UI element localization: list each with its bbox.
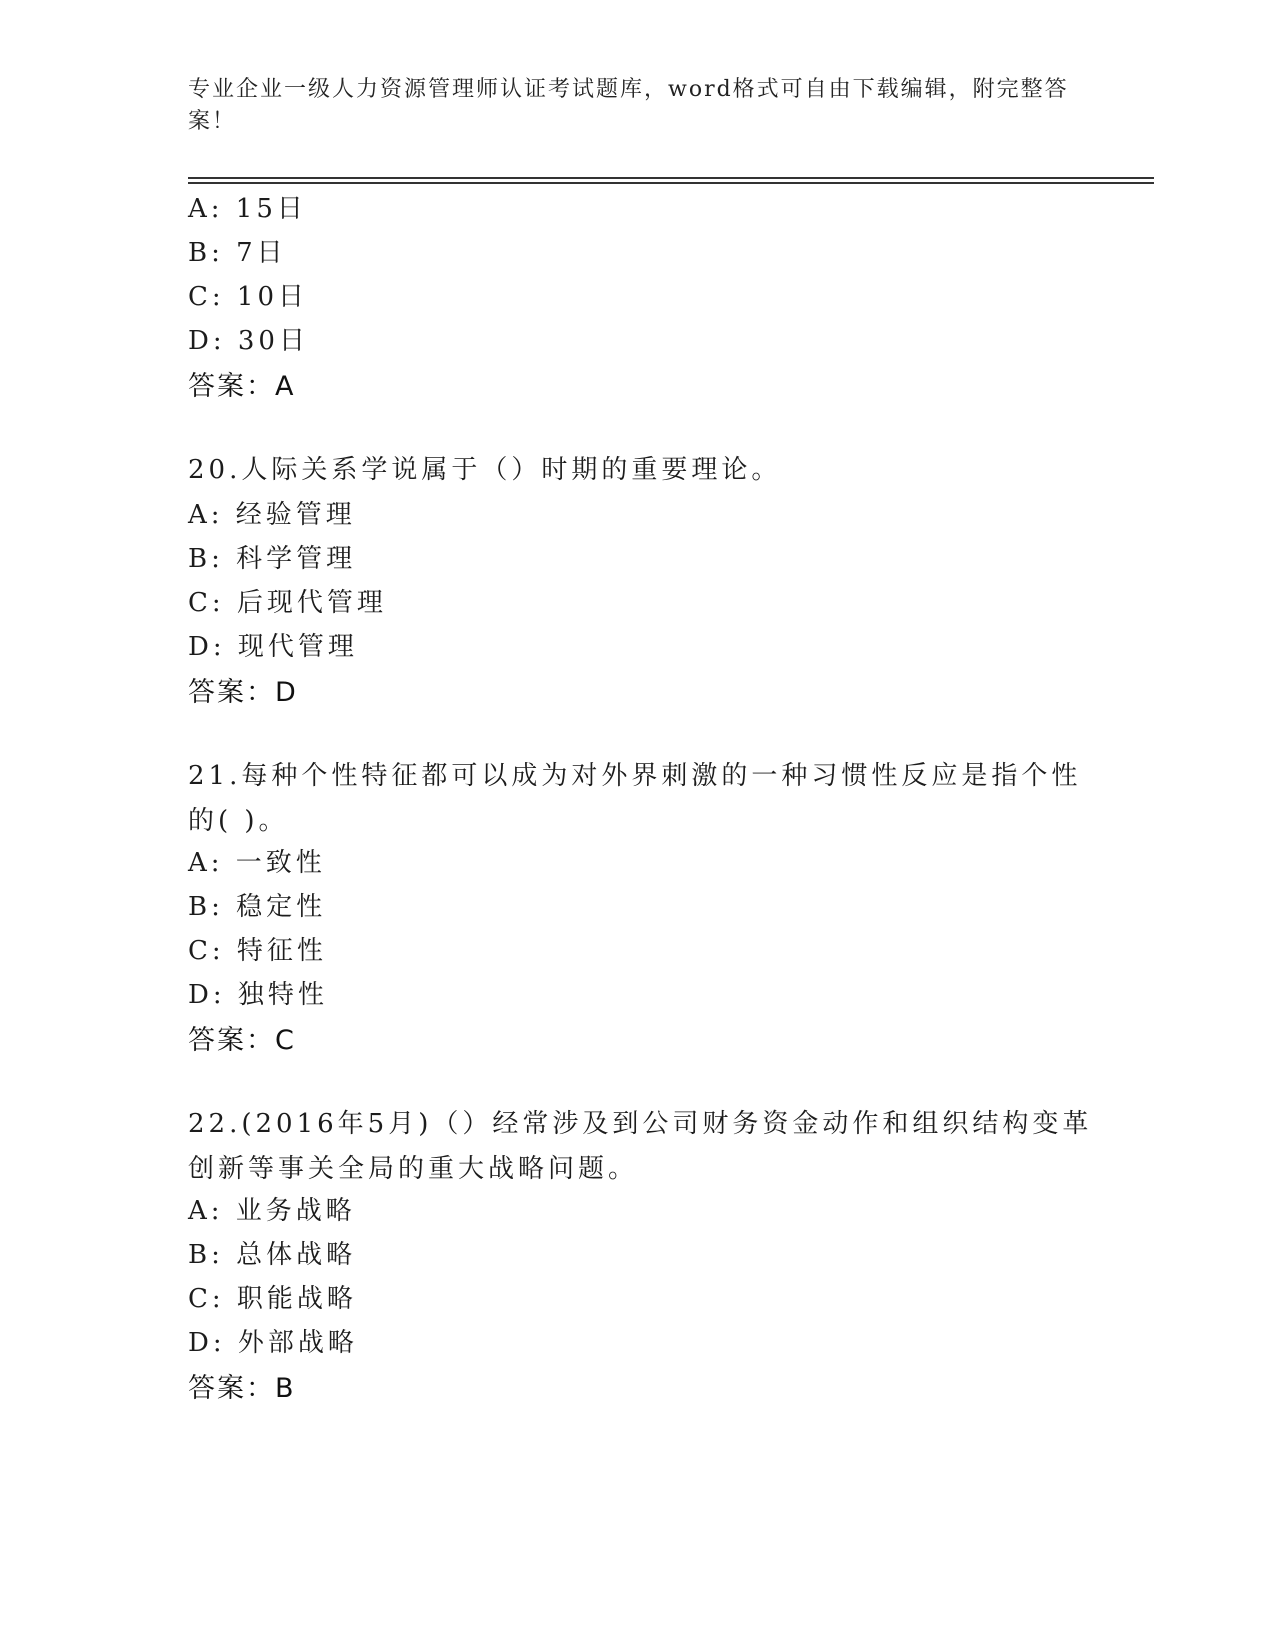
q19-option-a: A: 15日: [188, 194, 307, 224]
document-header: 专业企业一级人力资源管理师认证考试题库，word格式可自由下载编辑，附完整答案！: [188, 77, 1069, 134]
q19-option-c: C: 10日: [188, 282, 309, 312]
q20-question: 20.人际关系学说属于（）时期的重要理论。: [188, 455, 782, 485]
q21-option-d: D: 独特性: [188, 980, 328, 1010]
q22-answer: 答案：B: [188, 1373, 296, 1404]
q22-option-c: C: 职能战略: [188, 1284, 357, 1314]
q20-option-b: B: 科学管理: [188, 544, 357, 574]
q22-option-d: D: 外部战略: [188, 1328, 358, 1358]
q22-option-a: A: 业务战略: [188, 1196, 356, 1226]
q20-answer: 答案：D: [188, 677, 298, 708]
q20-option-c: C: 后现代管理: [188, 588, 387, 618]
q21-option-a: A: 一致性: [188, 848, 326, 878]
q21-answer: 答案：C: [188, 1025, 296, 1056]
q21-option-b: B: 稳定性: [188, 892, 327, 922]
header-divider-bottom: [188, 182, 1154, 184]
q21-option-c: C: 特征性: [188, 936, 327, 966]
q21-question: 21.每种个性特征都可以成为对外界刺激的一种习惯性反应是指个性的( )。: [188, 761, 1082, 836]
q19-option-d: D: 30日: [188, 326, 309, 356]
q22-question: 22.(2016年5月)（）经常涉及到公司财务资金动作和组织结构变革创新等事关全局的重大战略问题。: [188, 1109, 1093, 1184]
q22-option-b: B: 总体战略: [188, 1240, 357, 1270]
q19-option-b: B: 7日: [188, 238, 287, 268]
q20-option-d: D: 现代管理: [188, 632, 358, 662]
q19-answer: 答案：A: [188, 371, 296, 402]
q20-option-a: A: 经验管理: [188, 500, 356, 530]
header-divider-top: [188, 177, 1154, 179]
